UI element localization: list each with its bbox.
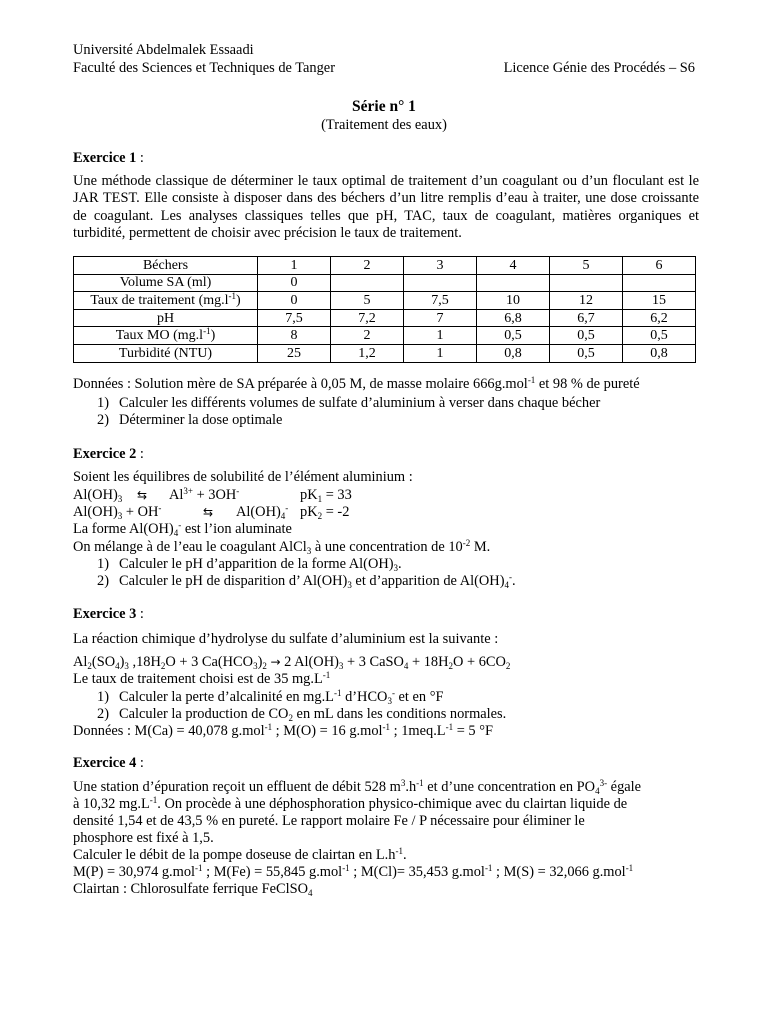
exercise-2-intro: Soient les équilibres de solubilité de l’élément aluminium : — [73, 469, 413, 485]
exercise-4-line-4: phosphore est fixé à 1,5. — [73, 830, 214, 846]
exercise-1-data: Données : Solution mère de SA préparée à 0,05 M, de masse molaire 666g.mol$^{-1}$ et 98 % de pureté — [73, 375, 640, 392]
table-cell: 1 — [404, 344, 477, 362]
equilibrium-1-products: $Al^{3+} + 3OH^-$ — [169, 486, 240, 503]
table-cell: 0 — [258, 274, 331, 292]
exercise-3-intro: La réaction chimique d’hydrolyse du sulfate d’aluminium est la suivante : — [73, 631, 499, 647]
equilibrium-2: $Al(OH)_3 + OH^-$ — [73, 503, 162, 521]
table-cell: 12 — [550, 292, 623, 310]
table-row-label: Volume SA (ml) — [74, 274, 258, 292]
exercise-1-heading: Exercice 1 : — [73, 150, 144, 166]
table-row — [74, 327, 696, 345]
table-cell: 25 — [258, 344, 331, 362]
table-cell — [623, 274, 696, 292]
table-cell: 5 — [331, 292, 404, 310]
table-cell: 0,8 — [477, 344, 550, 362]
equilibrium-2-pk: $pK_2 = -2$ — [300, 504, 350, 521]
table-cell: 6,2 — [623, 309, 696, 327]
header-university: Université Abdelmalek Essaadi — [73, 42, 254, 58]
table-row — [74, 274, 696, 292]
table-header-cell: Béchers — [74, 257, 258, 275]
table-cell: 8 — [258, 327, 331, 345]
table-cell: 7 — [404, 309, 477, 327]
table-row-label: Taux MO $(mg.l^{-1})$ — [74, 327, 258, 345]
exercise-1-question-1: 1) Calculer les différents volumes de sulfate d’aluminium à verser dans chaque bécher — [97, 395, 601, 411]
table-header-cell: 5 — [550, 257, 623, 275]
table-row — [74, 292, 696, 310]
table-cell: 0,5 — [477, 327, 550, 345]
table-row-label: pH — [74, 309, 258, 327]
exercise-3-heading: Exercice 3 : — [73, 606, 144, 622]
table-cell — [331, 274, 404, 292]
hydrolysis-reaction: $Al_2(SO_4)_3$ $,18H_2O + 3$ $Ca(HCO_3)_2 \to 2$ $Al(OH)_3 + 3$ CaSO$_4$ + $18H_2O + 6CO_2$ — [73, 654, 511, 671]
exercise-1-question-2: 2) Déterminer la dose optimale — [97, 412, 283, 428]
table-cell: 7,2 — [331, 309, 404, 327]
exercise-3-data: Données : M(Ca) = 40,078 g.mol$^{-1}$ ; M(O) = 16 g.mol$^{-1}$ ; $1meq.L^{-1} = 5$ °F — [73, 722, 493, 739]
mixing-statement: On mélange à de l’eau le coagulant AlCl$_3$ à une concentration de $10^{-2}$ M. — [73, 538, 491, 556]
molar-masses: M(P) = 30,974 g.mol$^{-1}$ ; M(Fe) = 55,845 g.mol$^{-1}$ ; M(Cl)= 35,453 g.mol$^{-1}$ ; M(S) = 32,066 g.mol$^{-1}$ — [73, 863, 634, 880]
table-cell: 6,7 — [550, 309, 623, 327]
table-cell: 0,5 — [623, 327, 696, 345]
table-row-label: Taux de traitement $(mg.l^{-1})$ — [74, 292, 258, 310]
equilibrium-1: $Al(OH)_3$ — [73, 487, 123, 504]
exercise-4-line-2: à 10,32 $mg.L^{-1}$. On procède à une déphosphoration physico-chimique avec du clairtan liquide de — [73, 795, 628, 812]
exercise-4-question: Calculer le débit de la pompe doseuse de clairtan en $L.h^{-1}$. — [73, 846, 407, 863]
table-cell: 0,5 — [550, 327, 623, 345]
exercise-1-intro: Une méthode classique de déterminer le taux optimal de traitement d’un coagulant ou d’un floculant est le JAR TEST. Elle consiste à disposer dans des béchers d’un litre remplis d’eau à traiter, une dose croissante de coagulant. Les analyses classiques telles que pH, TAC, taux de coagulant, matières organiques et turbidité, permettent de choisir avec précision le taux de traitement. — [73, 173, 699, 241]
equilibrium-arrow-icon: ⇆ — [203, 505, 214, 519]
table-header-cell: 3 — [404, 257, 477, 275]
table-cell: 1 — [404, 327, 477, 345]
table-cell: 7,5 — [404, 292, 477, 310]
table-cell: 7,5 — [258, 309, 331, 327]
table-cell: 6,8 — [477, 309, 550, 327]
header-program: Licence Génie des Procédés – S6 — [503, 60, 695, 76]
table-cell — [550, 274, 623, 292]
exercise-3-question-1: 1) Calculer la perte d’alcalinité en $mg.L^{-1}$ $d’HCO_3^-$ et en °F — [97, 688, 444, 706]
table-header-cell: 4 — [477, 257, 550, 275]
exercise-2-heading: Exercice 2 : — [73, 446, 144, 462]
table-cell: 0,8 — [623, 344, 696, 362]
page-subtitle: (Traitement des eaux) — [321, 117, 447, 133]
table-cell: 2 — [331, 327, 404, 345]
equilibrium-1-pk: $pK_1 = 33$ — [300, 487, 352, 504]
table-header-cell: 6 — [623, 257, 696, 275]
treatment-rate: Le taux de traitement choisi est de 35 $mg.L^{-1}$ — [73, 670, 331, 687]
jar-test-table — [73, 256, 696, 363]
table-cell — [404, 274, 477, 292]
clairtan-definition: Clairtan : Chlorosulfate ferrique FeClSO$_4$ — [73, 881, 313, 898]
table-cell: 0 — [258, 292, 331, 310]
table-cell: 0,5 — [550, 344, 623, 362]
equilibrium-2-products: $Al(OH)_4^-$ — [236, 503, 289, 521]
exercise-4-heading: Exercice 4 : — [73, 755, 144, 771]
exercise-4-line-1: Une station d’épuration reçoit un effluent de débit 528 $m^3.h^{-1}$ et d’une concentration en $PO_4^{3-}$ égale — [73, 778, 642, 796]
page-title: Série n° 1 — [352, 98, 416, 115]
equilibrium-arrow-icon: ⇆ — [137, 488, 148, 502]
header-faculty: Faculté des Sciences et Techniques de Tanger — [73, 60, 335, 76]
table-row-label: Turbidité (NTU) — [74, 344, 258, 362]
table-row — [74, 257, 696, 275]
table-cell — [477, 274, 550, 292]
table-cell: 1,2 — [331, 344, 404, 362]
table-cell: 15 — [623, 292, 696, 310]
aluminate-note: La forme $Al(OH)_4^-$ est l’ion aluminate — [73, 520, 292, 538]
table-row — [74, 309, 696, 327]
table-cell: 10 — [477, 292, 550, 310]
exercise-2-question-2: 2) Calculer le pH de disparition d’ $Al(OH)_3$ et d’apparition de $Al(OH)_4^-$. — [97, 572, 516, 590]
table-header-cell: 2 — [331, 257, 404, 275]
table-header-cell: 1 — [258, 257, 331, 275]
exercise-2-question-1: 1) Calculer le pH d’apparition de la forme $Al(OH)_3$. — [97, 556, 402, 573]
exercise-3-question-2: 2) Calculer la production de $CO_2$ en mL dans les conditions normales. — [97, 706, 507, 723]
exercise-4-line-3: densité 1,54 et de 43,5 % en pureté. Le rapport molaire Fe / P nécessaire pour éliminer le — [73, 813, 585, 829]
table-row — [74, 344, 696, 362]
